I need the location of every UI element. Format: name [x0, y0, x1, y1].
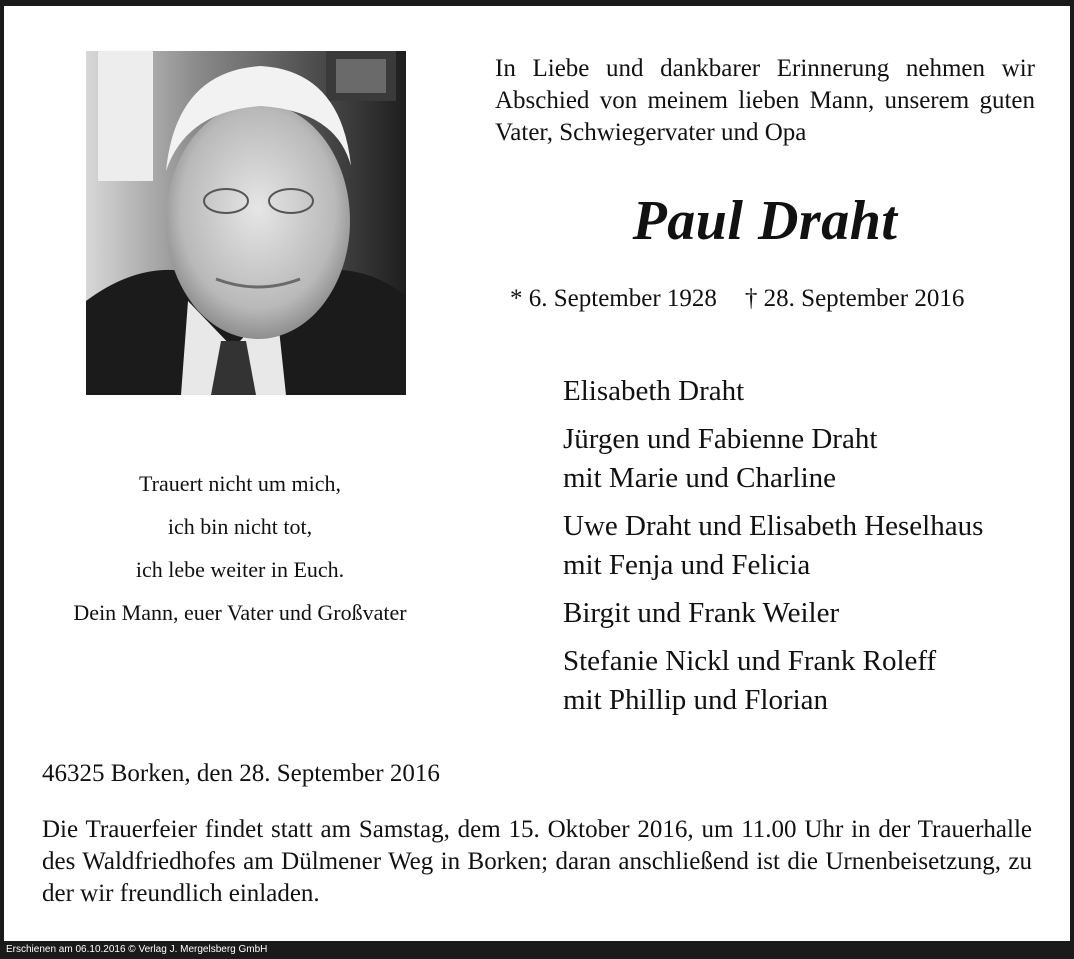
- mourner-group: [563, 372, 1053, 411]
- motto-line: ich lebe weiter in Euch.: [135, 557, 345, 582]
- mourner-line: mit Marie und Charline: [563, 462, 837, 494]
- mourner-group: [563, 507, 1053, 585]
- birth-date: * 6. September 1928: [510, 285, 717, 312]
- portrait-photo: [86, 51, 406, 395]
- intro-paragraph: In Liebe und dankbarer Erinnerung nehmen wir Abschied von meinem lieben Mann, unserem guten Vater, Schwiegervater und Opa: [495, 55, 1035, 146]
- mourners-list: [563, 372, 1053, 729]
- publication-footer: Erschienen am 06.10.2016 © Verlag J. Mergelsberg GmbH: [6, 944, 268, 955]
- life-dates: [510, 283, 964, 315]
- motto-verse: [40, 467, 440, 639]
- mourner-line: Stefanie Nickl und Frank Roleff: [563, 645, 937, 677]
- motto-line: ich bin nicht tot,: [167, 514, 313, 539]
- motto-line: Dein Mann, euer Vater und Großvater: [73, 600, 407, 625]
- death-date: † 28. September 2016: [744, 285, 965, 312]
- mourner-line: mit Fenja und Felicia: [563, 549, 811, 581]
- deceased-name: Paul Draht: [632, 190, 898, 252]
- mourner-group: [563, 420, 1053, 498]
- mourner-line: Elisabeth Draht: [563, 375, 745, 407]
- mourner-group: [563, 642, 1053, 720]
- mourner-line: Uwe Draht und Elisabeth Heselhaus: [563, 510, 984, 542]
- motto-line: Trauert nicht um mich,: [138, 471, 342, 496]
- mourner-line: mit Phillip und Florian: [563, 684, 829, 716]
- mourner-line: Jürgen und Fabienne Draht: [563, 423, 878, 455]
- mourner-line: Birgit und Frank Weiler: [563, 597, 840, 629]
- mourner-group: [563, 594, 1053, 633]
- place-date: 46325 Borken, den 28. September 2016: [42, 760, 440, 787]
- intro-text: [495, 53, 1035, 149]
- service-announcement: Die Trauerfeier findet statt am Samstag, dem 15. Oktober 2016, um 11.00 Uhr in der Trauerhalle des Waldfriedhofes am Dülmener Weg in Borken; daran anschließend ist die Urnenbeisetzung, zu der wir freundlich einladen.: [42, 816, 1032, 907]
